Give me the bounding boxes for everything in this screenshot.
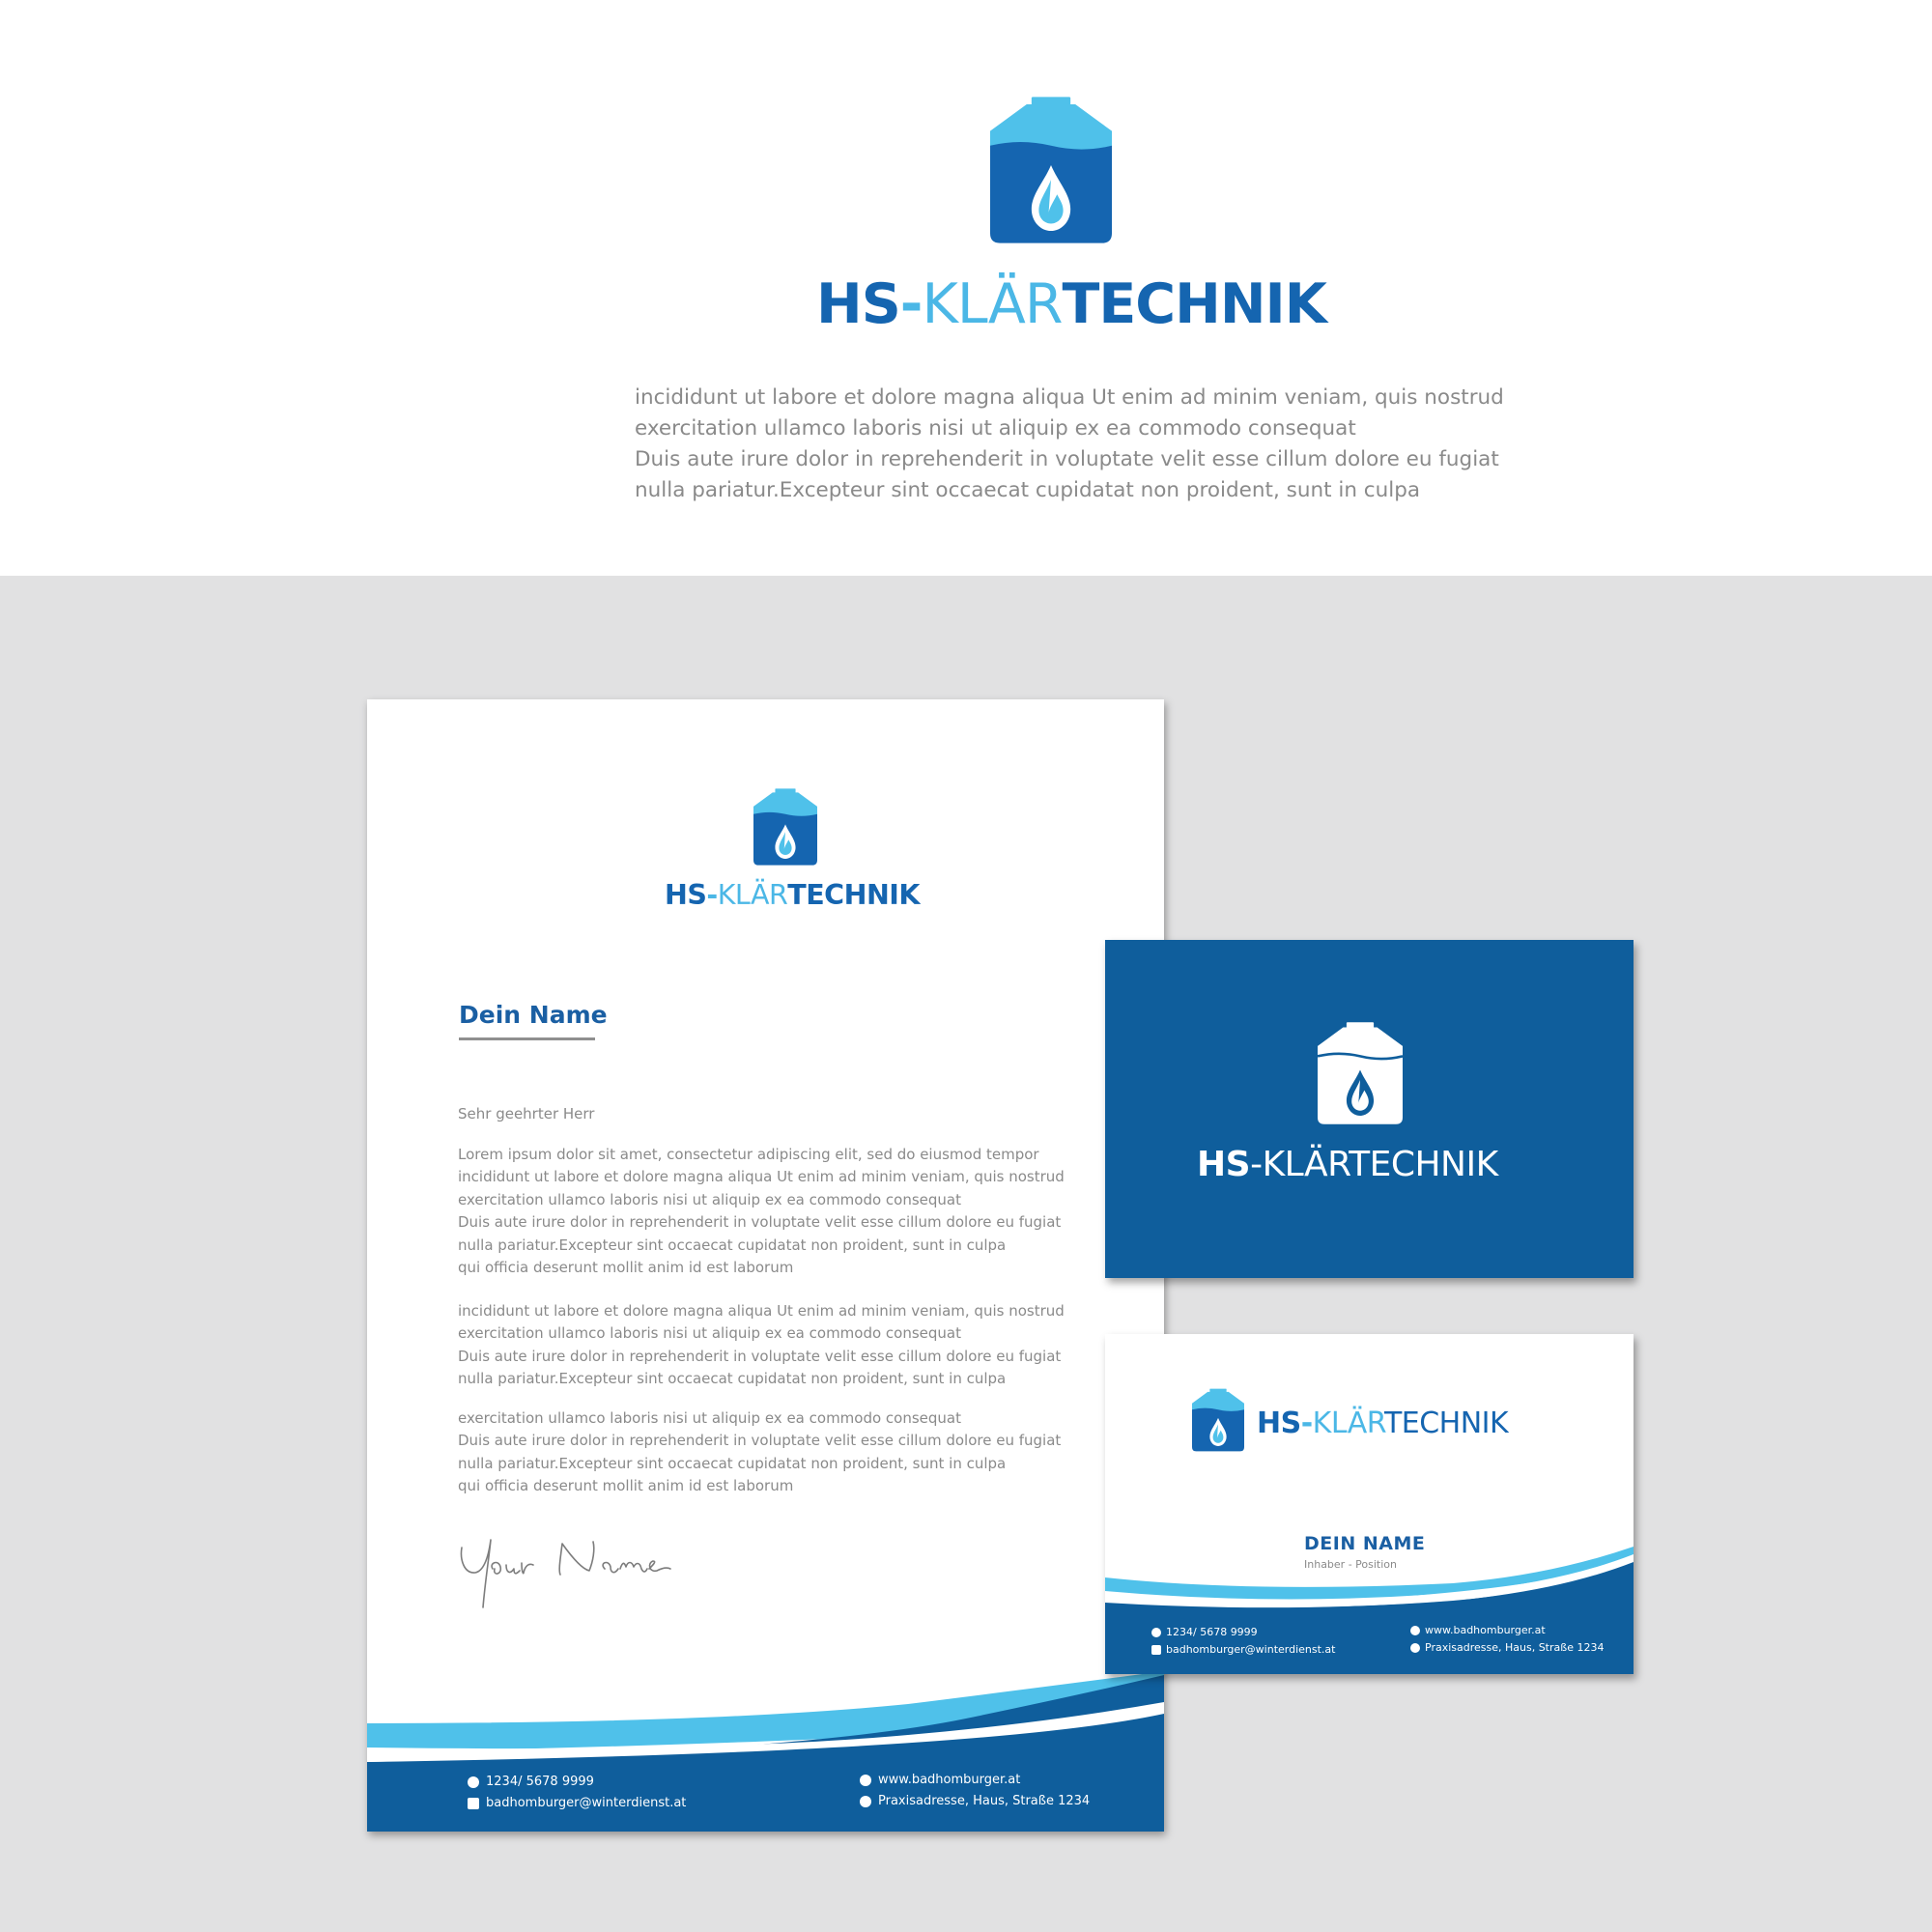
card-email xyxy=(1151,1643,1335,1656)
location-pin-icon xyxy=(860,1796,871,1807)
business-card-front xyxy=(1105,940,1634,1278)
location-pin-icon xyxy=(1410,1643,1420,1653)
card-address xyxy=(1410,1641,1604,1654)
globe-icon xyxy=(860,1775,871,1786)
wordmark-dash: - xyxy=(1300,1406,1313,1440)
water-tank-droplet-icon xyxy=(1318,1021,1403,1125)
card-footer-wave xyxy=(1105,1334,1634,1674)
paragraph-line: incididunt ut labore et dolore magna aliqua Ut enim ad minim veniam, quis nostrud xyxy=(458,1168,1065,1186)
address-text: Praxisadresse, Haus, Straße 1234 xyxy=(878,1794,1091,1808)
phone-icon xyxy=(468,1776,479,1788)
intro-line: Duis aute irure dolor in reprehenderit in voluptate velit esse cillum dolore eu fugiat xyxy=(635,447,1499,471)
wordmark-technik: TECHNIK xyxy=(1062,272,1326,336)
brand-showcase-header xyxy=(0,0,1932,576)
paragraph-line: exercitation ullamco laboris nisi ut aliquip ex ea commodo consequat xyxy=(458,1190,962,1208)
intro-text xyxy=(635,383,1504,506)
card-holder-position: Inhaber - Position xyxy=(1304,1558,1397,1571)
salutation: Sehr geehrter Herr xyxy=(458,1105,595,1122)
water-tank-droplet-icon xyxy=(990,97,1112,243)
wordmark-hs: HS xyxy=(1257,1406,1301,1440)
mail-icon xyxy=(1151,1645,1161,1655)
globe-icon xyxy=(1410,1626,1420,1635)
wordmark-dash: - xyxy=(899,272,923,336)
phone-icon xyxy=(1151,1628,1161,1637)
paragraph-line: Duis aute irure dolor in reprehenderit in voluptate velit esse cillum dolore eu fugiat xyxy=(458,1347,1062,1365)
letterhead-website xyxy=(860,1773,1020,1787)
paragraph-line: Duis aute irure dolor in reprehenderit in voluptate velit esse cillum dolore eu fugiat xyxy=(458,1432,1062,1450)
recipient-name: Dein Name xyxy=(459,1001,608,1029)
wordmark-technik: TECHNIK xyxy=(787,879,920,911)
wordmark-dash: - xyxy=(706,879,718,911)
paragraph-line: nulla pariatur.Excepteur sint occaecat cupidatat non proident, sunt in culpa xyxy=(458,1454,1007,1472)
letterhead-email xyxy=(468,1796,686,1810)
wordmark-klar: KLÄR xyxy=(1312,1406,1384,1440)
wordmark-dash: - xyxy=(1250,1145,1263,1184)
wordmark-hs: HS xyxy=(816,272,900,336)
brand-wordmark xyxy=(816,272,1326,336)
wordmark-technik: TECHNIK xyxy=(1349,1145,1498,1184)
card-phone xyxy=(1151,1626,1258,1638)
paragraph-line: nulla pariatur.Excepteur sint occaecat cupidatat non proident, sunt in culpa xyxy=(458,1236,1007,1254)
email-text: badhomburger@winterdienst.at xyxy=(1166,1643,1336,1656)
card-front-wordmark xyxy=(1197,1145,1498,1184)
letterhead-footer-wave xyxy=(367,699,1164,1832)
email-text: badhomburger@winterdienst.at xyxy=(486,1796,687,1810)
paragraph-line: exercitation ullamco laboris nisi ut aliquip ex ea commodo consequat xyxy=(458,1324,962,1343)
letterhead-phone xyxy=(468,1775,594,1789)
address-text: Praxisadresse, Haus, Straße 1234 xyxy=(1425,1641,1605,1654)
intro-line: exercitation ullamco laboris nisi ut aliquip ex ea commodo consequat xyxy=(635,416,1356,440)
intro-line: incididunt ut labore et dolore magna aliqua Ut enim ad minim veniam, quis nostrud xyxy=(635,385,1504,410)
paragraph-line: incididunt ut labore et dolore magna aliqua Ut enim ad minim veniam, quis nostrud xyxy=(458,1302,1065,1320)
paragraph-line: qui officia deserunt mollit anim id est laborum xyxy=(458,1477,794,1495)
phone-text: 1234/ 5678 9999 xyxy=(486,1775,594,1789)
business-card-back xyxy=(1105,1334,1634,1674)
website-text: www.badhomburger.at xyxy=(878,1773,1021,1787)
card-website xyxy=(1410,1624,1546,1636)
wordmark-klar: KLÄR xyxy=(1262,1145,1350,1184)
mail-icon xyxy=(468,1798,479,1809)
intro-line: nulla pariatur.Excepteur sint occaecat cupidatat non proident, sunt in culpa xyxy=(635,478,1421,502)
paragraph-line: Duis aute irure dolor in reprehenderit in voluptate velit esse cillum dolore eu fugiat xyxy=(458,1213,1062,1232)
letterhead-page xyxy=(367,699,1164,1832)
phone-text: 1234/ 5678 9999 xyxy=(1166,1626,1258,1638)
paragraph-line: qui officia deserunt mollit anim id est laborum xyxy=(458,1259,794,1277)
wordmark-technik: TECHNIK xyxy=(1383,1406,1509,1440)
wordmark-hs: HS xyxy=(665,879,707,911)
paragraph-line: Lorem ipsum dolor sit amet, consectetur adipiscing elit, sed do eiusmod tempor xyxy=(458,1146,1039,1163)
paragraph-line: nulla pariatur.Excepteur sint occaecat cupidatat non proident, sunt in culpa xyxy=(458,1370,1007,1388)
website-text: www.badhomburger.at xyxy=(1425,1624,1546,1636)
wordmark-hs: HS xyxy=(1197,1145,1251,1184)
paragraph-line: exercitation ullamco laboris nisi ut aliquip ex ea commodo consequat xyxy=(458,1409,962,1427)
card-holder-name: DEIN NAME xyxy=(1304,1533,1426,1554)
letterhead-address xyxy=(860,1794,1090,1808)
wordmark-klar: KLÄR xyxy=(717,879,788,911)
wordmark-klar: KLÄR xyxy=(922,272,1063,336)
